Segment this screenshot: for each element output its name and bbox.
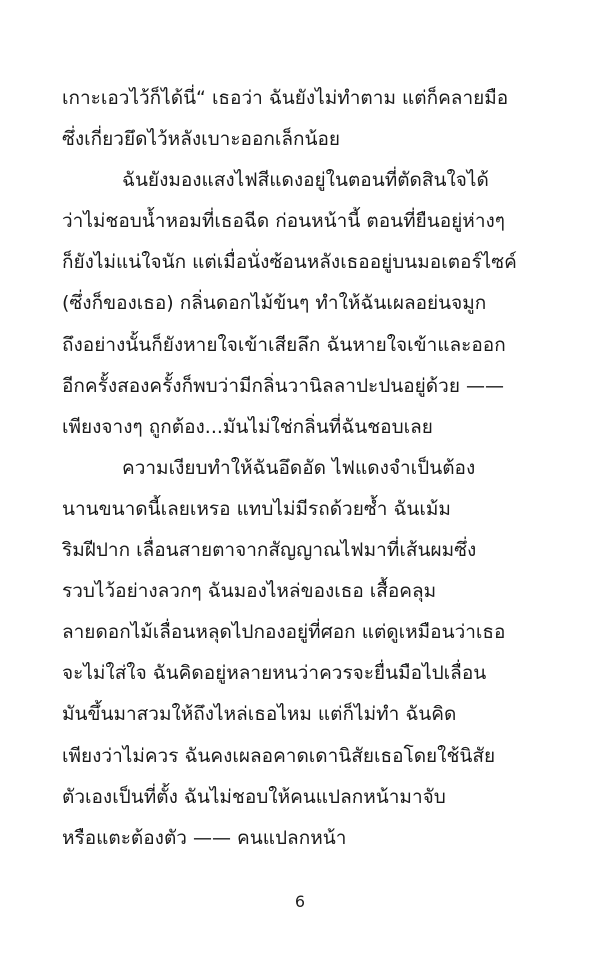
body-text [62,78,540,859]
text-line: เพียงจางๆ ถูกต้อง...มันไม่ใช่กลิ่นที่ฉันชอบเลย [62,415,433,438]
text-line: ตัวเองเป็นที่ตั้ง ฉันไม่ชอบให้คนแปลกหน้ามาจับ [62,785,446,808]
paragraph-start-line: ความเงียบทำให้ฉันอึดอัด ไฟแดงจำเป็นต้อง [122,456,476,479]
text-line: หรือแตะต้องตัว —— คนแปลกหน้า [62,826,347,849]
page-number: 6 [294,892,306,911]
text-line: จะไม่ใส่ใจ ฉันคิดอยู่หลายหนว่าควรจะยื่นมือไปเลื่อน [62,662,487,685]
paragraph-start-line: ฉันยังมองแสงไฟสีแดงอยู่ในตอนที่ตัดสินใจได้ [122,169,489,192]
text-line: ลายดอกไม้เลื่อนหลุดไปกองอยู่ที่ศอก แต่ดูเหมือนว่าเธอ [62,621,506,644]
text-line: มันขึ้นมาสวมให้ถึงไหล่เธอไหม แต่ก็ไม่ทำ ฉันคิด [62,703,457,726]
text-line: รวบไว้อย่างลวกๆ ฉันมองไหล่ของเธอ เสื้อคลุม [62,580,437,603]
text-line: ก็ยังไม่แน่ใจนัก แต่เมื่อนั่งซ้อนหลังเธออยู่บนมอเตอร์ไซค์ [62,251,517,274]
text-line: เพียงว่าไม่ควร ฉันคงเผลอคาดเดานิสัยเธอโดยใช้นิสัย [62,744,496,767]
text-line: ซึ่งเกี่ยวยึดไว้หลังเบาะออกเล็กน้อย [62,128,341,151]
text-line: ว่าไม่ชอบน้ำหอมที่เธอฉีด ก่อนหน้านี้ ตอนที่ยืนอยู่ห่างๆ [62,210,505,233]
text-line: ถึงอย่างนั้นก็ยังหายใจเข้าเสียลึก ฉันหายใจเข้าและออก [62,333,506,356]
text-line: เกาะเอวไว้ก็ได้นี่“ เธอว่า ฉันยังไม่ทำตาม แต่ก็คลายมือ [62,87,509,109]
text-line: อีกครั้งสองครั้งก็พบว่ามีกลิ่นวานิลลาปะปนอยู่ด้วย —— [62,374,504,397]
text-line: (ซึ่งก็ของเธอ) กลิ่นดอกไม้ข้นๆ ทำให้ฉันเผลอย่นจมูก [62,292,487,315]
text-line: ริมฝีปาก เลื่อนสายตาจากสัญญาณไฟมาที่เส้นผมซึ่ง [62,539,477,562]
text-line: นานขนาดนี้เลยเหรอ แทบไม่มีรถด้วยซ้ำ ฉันเม้ม [62,497,451,520]
